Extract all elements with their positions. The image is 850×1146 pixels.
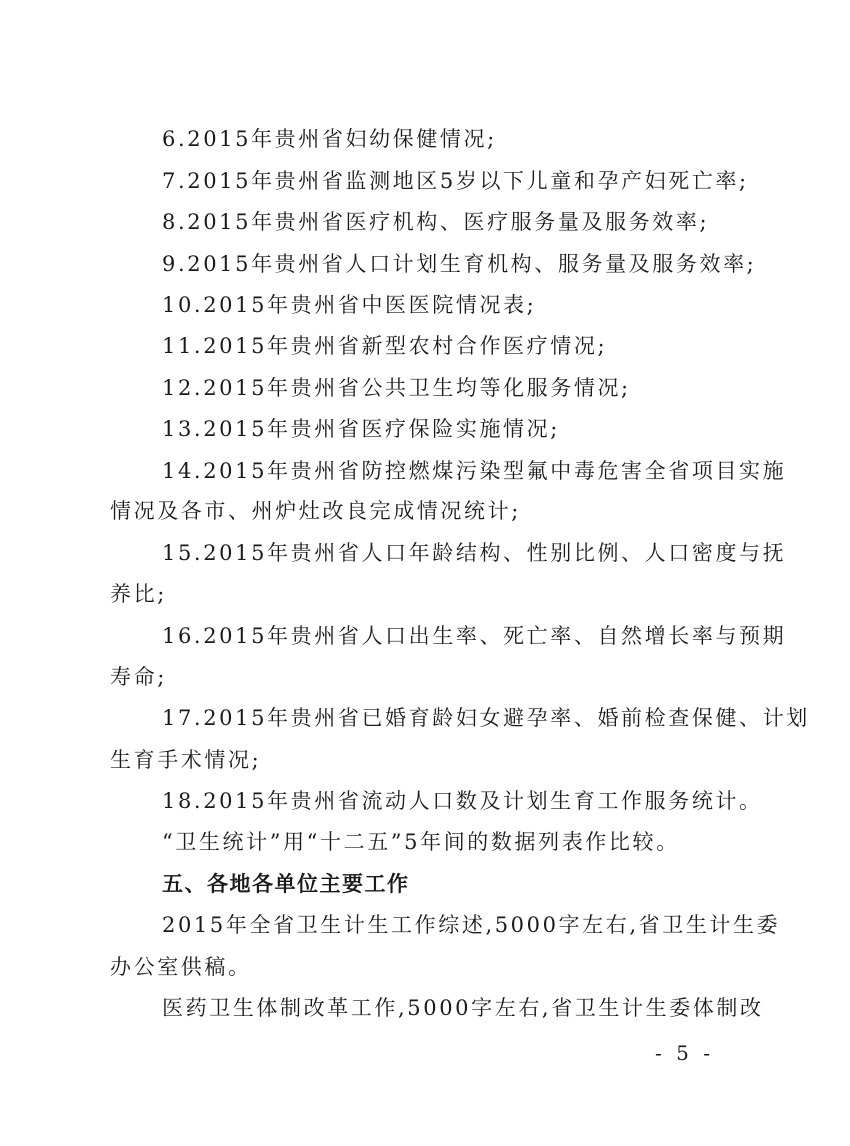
section-heading: 五、各地各单位主要工作: [162, 872, 410, 896]
list-item: 12.2015年贵州省公共卫生均等化服务情况;: [162, 376, 631, 400]
list-item-continuation: 情况及各市、州炉灶改良完成情况统计;: [110, 499, 521, 523]
page-number: - 5 -: [655, 1041, 714, 1065]
list-item: 6.2015年贵州省妇幼保健情况;: [162, 127, 497, 151]
list-item: 9.2015年贵州省人口计划生育机构、服务量及服务效率;: [162, 252, 757, 276]
list-item: 10.2015年贵州省中医医院情况表;: [162, 293, 537, 317]
list-item: 14.2015年贵州省防控燃煤污染型氟中毒危害全省项目实施: [162, 459, 787, 483]
list-item: 7.2015年贵州省监测地区5岁以下儿童和孕产妇死亡率;: [162, 169, 749, 193]
list-item-continuation: 寿命;: [110, 665, 167, 689]
list-item: 15.2015年贵州省人口年龄结构、性别比例、人口密度与抚: [162, 541, 787, 565]
body-paragraph: 医药卫生体制改革工作,5000字左右,省卫生计生委体制改: [162, 996, 764, 1020]
list-item-continuation: 生育手术情况;: [110, 748, 262, 772]
body-paragraph-continuation: 办公室供稿。: [110, 955, 252, 979]
list-item: 17.2015年贵州省已婚育龄妇女避孕率、婚前检查保健、计划: [162, 706, 810, 730]
list-item-continuation: 养比;: [110, 582, 167, 606]
list-item: 11.2015年贵州省新型农村合作医疗情况;: [162, 334, 608, 358]
note-paragraph: “卫生统计”用“十二五”5年间的数据列表作比较。: [162, 830, 680, 854]
list-item: 8.2015年贵州省医疗机构、医疗服务量及服务效率;: [162, 210, 710, 234]
list-item: 18.2015年贵州省流动人口数及计划生育工作服务统计。: [162, 789, 763, 813]
body-paragraph: 2015年全省卫生计生工作综述,5000字左右,省卫生计生委: [162, 913, 781, 937]
list-item: 13.2015年贵州省医疗保险实施情况;: [162, 417, 560, 441]
list-item: 16.2015年贵州省人口出生率、死亡率、自然增长率与预期: [162, 624, 787, 648]
